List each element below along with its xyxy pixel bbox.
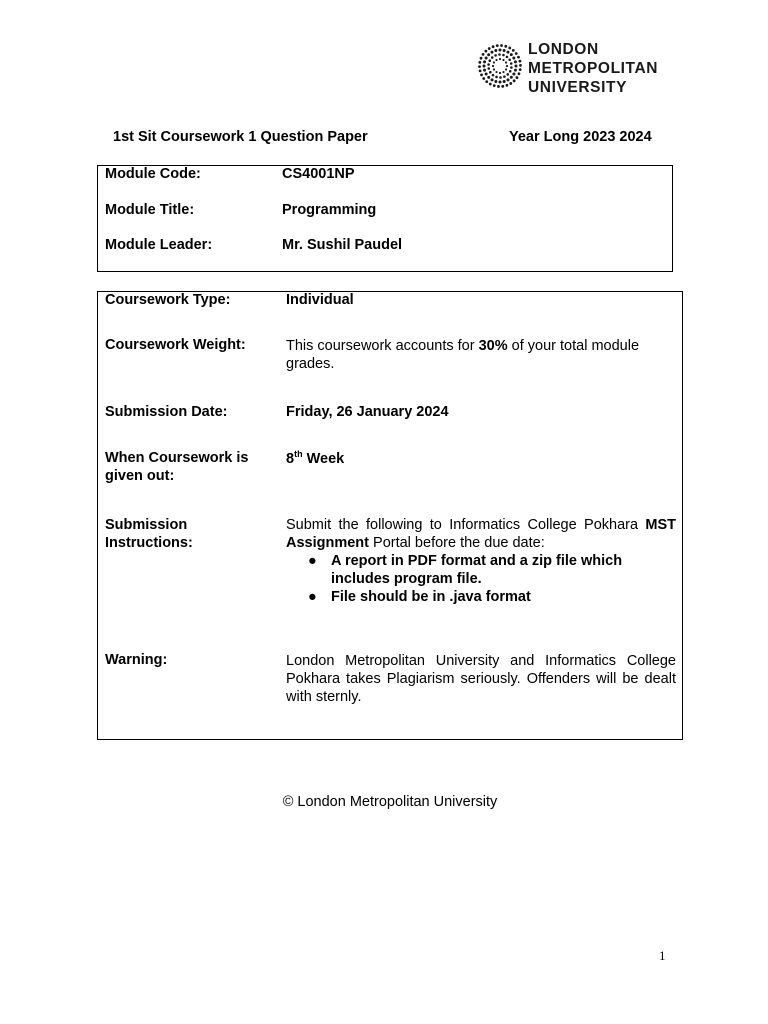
module-leader-value: Mr. Sushil Paudel [282, 237, 403, 253]
paper-title: 1st Sit Coursework 1 Question Paper [113, 129, 368, 145]
module-code-value: CS4001NP [282, 166, 355, 182]
logo-dot [506, 73, 509, 76]
logo-dot [501, 85, 504, 88]
logo-dot [517, 56, 520, 59]
logo-dot [489, 71, 492, 74]
bullet-item [286, 552, 656, 588]
logo-dot [505, 61, 507, 63]
logo-dot [495, 71, 497, 73]
logo-dot [483, 65, 486, 68]
logo-dot [499, 76, 502, 79]
logo-dot [503, 80, 506, 83]
logo-dot [510, 62, 513, 65]
logo-dot [488, 47, 491, 50]
logo-dot [480, 73, 483, 76]
module-code-label: Module Code: [105, 166, 201, 182]
instr-text-pre: Submit the following to Informatics College Pokhara [286, 517, 646, 533]
module-leader-label: Module Leader: [105, 237, 213, 253]
logo-dot [515, 52, 518, 55]
logo-dot [494, 54, 497, 57]
logo-dot [506, 56, 509, 59]
logo-dot [485, 73, 488, 76]
logo-dot [518, 72, 521, 75]
given-week-suffix: th [294, 449, 303, 459]
logo-dot [493, 61, 495, 63]
submission-date-label: Submission Date: [105, 404, 228, 420]
logo-dot [487, 63, 490, 66]
weight-text-post: of your total module grades. [286, 338, 640, 372]
logo-dot [487, 76, 490, 79]
logo-dot [491, 78, 494, 81]
coursework-weight-value [286, 337, 661, 373]
copyright-notice: © London Metropolitan University [282, 794, 498, 810]
module-title-value: Programming [282, 202, 377, 218]
logo-dot [512, 49, 515, 52]
bullet-dot-icon: ● [308, 553, 317, 569]
university-logo [476, 40, 676, 96]
logo-dot [496, 44, 499, 47]
logo-dot [510, 53, 513, 56]
logo-dot [494, 49, 497, 52]
logo-dot [492, 74, 495, 77]
logo-dot [502, 59, 504, 61]
weight-text-pre: This coursework accounts for [286, 338, 479, 354]
logo-dot [484, 50, 487, 53]
module-title-label: Module Title: [105, 202, 195, 218]
logo-dot [483, 69, 486, 72]
logo-dot [510, 66, 513, 69]
bullet-item [286, 588, 656, 606]
logo-dot [492, 45, 495, 48]
academic-year: Year Long 2023 2024 [509, 129, 652, 145]
logo-dot [502, 71, 504, 73]
logo-dot [479, 69, 482, 72]
logo-dot [482, 53, 485, 56]
logo-dot [502, 54, 505, 57]
logo-dot [487, 53, 490, 56]
logo-dot [506, 51, 509, 54]
warning-text: London Metropolitan University and Informatics College Pokhara takes Plagiarism seriously. Offenders will be dealt with sternly. [286, 653, 676, 705]
logo-dot [491, 56, 494, 59]
page-number: 1 [659, 948, 666, 963]
weight-percent: 30% [478, 338, 508, 354]
logo-dot [498, 53, 501, 56]
given-week-number: 8 [286, 450, 295, 467]
logo-dot [508, 47, 511, 50]
logo-dot [493, 68, 495, 70]
submission-instructions-label: Submission Instructions: [105, 517, 193, 551]
logo-dot [512, 56, 515, 59]
instr-portal-name: MST Assignment [286, 517, 676, 551]
logo-dot [509, 70, 512, 73]
bullet-text: A report in PDF format and a zip file which includes program file. [331, 553, 623, 587]
logo-line-1: LONDON [528, 41, 599, 58]
logo-dot [514, 69, 517, 72]
logo-dot [506, 65, 508, 67]
starburst-logo-icon [476, 40, 524, 92]
coursework-details-box [97, 291, 683, 740]
module-info-box [97, 165, 673, 272]
logo-dot [505, 68, 507, 70]
logo-dot [490, 51, 493, 54]
logo-dot [482, 77, 485, 80]
logo-dot [519, 60, 522, 63]
instr-text-post: Portal before the due date: [369, 535, 545, 551]
logo-dot [516, 76, 519, 79]
logo-dot [498, 49, 501, 52]
logo-dot [493, 84, 496, 87]
logo-dot [513, 79, 516, 82]
logo-dot [499, 81, 502, 84]
logo-line-2: METROPOLITAN [528, 60, 659, 77]
logo-dot [503, 49, 506, 52]
logo-dot [492, 65, 494, 67]
logo-wordmark [528, 40, 658, 97]
logo-dot [499, 72, 501, 74]
coursework-type-label: Coursework Type: [105, 292, 231, 308]
logo-dot [480, 57, 483, 60]
given-week-text: Week [302, 450, 345, 467]
logo-dot [495, 76, 498, 79]
given-out-value [286, 449, 344, 467]
logo-dot [485, 80, 488, 83]
coursework-weight-label: Coursework Weight: [105, 337, 246, 353]
logo-dot [512, 72, 515, 75]
logo-dot [489, 83, 492, 86]
logo-dot [478, 61, 481, 64]
logo-dot [494, 80, 497, 83]
logo-dot [509, 82, 512, 85]
logo-dot [499, 58, 501, 60]
logo-dot [487, 67, 490, 70]
coursework-type-value: Individual [286, 292, 354, 308]
warning-label: Warning: [105, 652, 168, 668]
logo-dot [478, 65, 481, 68]
logo-dot [508, 59, 511, 62]
bullet-dot-icon: ● [308, 589, 317, 605]
logo-dot [514, 60, 517, 63]
logo-dot [495, 59, 497, 61]
submission-instructions-text [286, 516, 676, 552]
logo-dot [485, 57, 488, 60]
given-out-label: When Coursework is given out: [105, 450, 249, 484]
logo-dot [500, 44, 503, 47]
submission-bullet-list [286, 552, 656, 606]
logo-dot [506, 84, 509, 87]
logo-dot [519, 68, 522, 71]
logo-dot [519, 64, 522, 67]
bullet-text: File should be in .java format [331, 589, 531, 605]
logo-dot [497, 85, 500, 88]
logo-dot [503, 75, 506, 78]
logo-dot [507, 78, 510, 81]
logo-line-3: UNIVERSITY [528, 79, 628, 96]
logo-dot [488, 59, 491, 62]
logo-dot [504, 45, 507, 48]
logo-dot [510, 76, 513, 79]
submission-date-value: Friday, 26 January 2024 [286, 404, 449, 420]
logo-dot [483, 60, 486, 63]
logo-dot [515, 64, 518, 67]
